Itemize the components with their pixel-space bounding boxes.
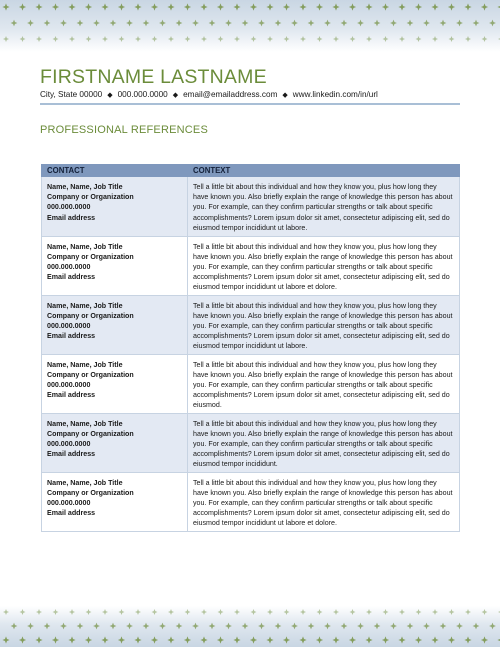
four-point-star-icon <box>250 3 257 10</box>
four-point-star-icon <box>481 636 488 643</box>
four-point-star-icon <box>27 623 34 630</box>
four-point-star-icon <box>176 20 183 27</box>
table-row <box>42 472 460 531</box>
four-point-star-icon <box>357 623 364 630</box>
four-point-star-icon <box>218 609 224 615</box>
email-text: email@emailaddress.com <box>183 90 278 99</box>
four-point-star-icon <box>19 636 26 643</box>
four-point-star-icon <box>382 636 389 643</box>
four-point-star-icon <box>118 3 125 10</box>
diamond-separator-icon: ◆ <box>107 92 113 99</box>
four-point-star-icon <box>374 623 381 630</box>
reference-company: Company or Organization <box>47 311 134 320</box>
four-point-star-icon <box>299 3 306 10</box>
four-point-star-icon <box>341 623 348 630</box>
four-point-star-icon <box>299 636 306 643</box>
four-point-star-icon <box>383 36 389 42</box>
four-point-star-icon <box>159 20 166 27</box>
four-point-star-icon <box>399 36 405 42</box>
four-point-star-icon <box>118 636 125 643</box>
four-point-star-icon <box>134 3 141 10</box>
reference-email: Email address <box>47 509 96 518</box>
four-point-star-icon <box>332 3 339 10</box>
reference-email: Email address <box>47 213 96 222</box>
four-point-star-icon <box>324 623 331 630</box>
reference-name: Name, Name, Job Title <box>47 242 123 251</box>
four-point-star-icon <box>416 609 422 615</box>
four-point-star-icon <box>464 3 471 10</box>
four-point-star-icon <box>110 20 117 27</box>
four-point-star-icon <box>36 609 42 615</box>
four-point-star-icon <box>168 36 174 42</box>
four-point-star-icon <box>93 20 100 27</box>
column-header-contact: CONTACT <box>42 164 188 177</box>
table-header-row <box>42 164 460 177</box>
four-point-star-icon <box>473 623 480 630</box>
four-point-star-icon <box>449 36 455 42</box>
four-point-star-icon <box>308 20 315 27</box>
four-point-star-icon <box>465 36 471 42</box>
contact-cell <box>42 472 188 531</box>
reference-name: Name, Name, Job Title <box>47 360 123 369</box>
table-row <box>42 354 460 413</box>
four-point-star-icon <box>275 623 282 630</box>
four-point-star-icon <box>482 36 488 42</box>
four-point-star-icon <box>176 623 183 630</box>
table-row <box>42 413 460 472</box>
four-point-star-icon <box>242 20 249 27</box>
four-point-star-icon <box>185 609 191 615</box>
four-point-star-icon <box>349 3 356 10</box>
four-point-star-icon <box>432 609 438 615</box>
four-point-star-icon <box>251 36 257 42</box>
reference-name: Name, Name, Job Title <box>47 183 123 191</box>
four-point-star-icon <box>3 36 9 42</box>
four-point-star-icon <box>200 636 207 643</box>
contact-cell <box>42 413 188 472</box>
four-point-star-icon <box>267 36 273 42</box>
four-point-star-icon <box>465 609 471 615</box>
four-point-star-icon <box>473 20 480 27</box>
four-point-star-icon <box>316 636 323 643</box>
four-point-star-icon <box>283 3 290 10</box>
four-point-star-icon <box>366 36 372 42</box>
four-point-star-icon <box>44 20 51 27</box>
four-point-star-icon <box>316 3 323 10</box>
four-point-star-icon <box>119 609 125 615</box>
four-point-star-icon <box>341 20 348 27</box>
four-point-star-icon <box>291 20 298 27</box>
four-point-star-icon <box>85 636 92 643</box>
four-point-star-icon <box>36 36 42 42</box>
four-point-star-icon <box>68 636 75 643</box>
four-point-star-icon <box>2 3 9 10</box>
four-point-star-icon <box>308 623 315 630</box>
four-point-star-icon <box>332 636 339 643</box>
contact-cell <box>42 295 188 354</box>
four-point-star-icon <box>69 609 75 615</box>
four-point-star-icon <box>159 623 166 630</box>
four-point-star-icon <box>449 609 455 615</box>
four-point-star-icon <box>126 623 133 630</box>
four-point-star-icon <box>416 36 422 42</box>
four-point-star-icon <box>374 20 381 27</box>
four-point-star-icon <box>52 636 59 643</box>
context-cell: Tell a little bit about this individual and how they know you, plus how long they have known you. Also briefly explain the range of knowledge this person has about you. For example, can they confirm particular strengths or talk about specific accomplishments? Lorem ipsum dolor sit amet, consectetur adipiscing elit, sed do eiusmod tempor incididunt ut labore et dolore. <box>188 236 460 295</box>
four-point-star-icon <box>258 623 265 630</box>
reference-company: Company or Organization <box>47 252 134 261</box>
four-point-star-icon <box>152 36 158 42</box>
four-point-star-icon <box>135 609 141 615</box>
four-point-star-icon <box>481 3 488 10</box>
four-point-star-icon <box>200 3 207 10</box>
four-point-star-icon <box>407 623 414 630</box>
four-point-star-icon <box>167 636 174 643</box>
four-point-star-icon <box>218 36 224 42</box>
four-point-star-icon <box>357 20 364 27</box>
four-point-star-icon <box>333 609 339 615</box>
four-point-star-icon <box>60 623 67 630</box>
four-point-star-icon <box>209 623 216 630</box>
four-point-star-icon <box>291 623 298 630</box>
four-point-star-icon <box>250 636 257 643</box>
reference-phone: 000.000.0000 <box>47 439 91 448</box>
four-point-star-icon <box>102 36 108 42</box>
four-point-star-icon <box>456 20 463 27</box>
reference-company: Company or Organization <box>47 488 134 497</box>
phone-text: 000.000.0000 <box>117 90 168 99</box>
four-point-star-icon <box>93 623 100 630</box>
four-point-star-icon <box>53 609 59 615</box>
four-point-star-icon <box>407 20 414 27</box>
diamond-separator-icon: ◆ <box>172 92 179 99</box>
four-point-star-icon <box>398 636 405 643</box>
four-point-star-icon <box>151 3 158 10</box>
four-point-star-icon <box>20 609 26 615</box>
diamond-separator-icon: ◆ <box>282 92 288 99</box>
four-point-star-icon <box>300 36 306 42</box>
four-point-star-icon <box>350 36 356 42</box>
four-point-star-icon <box>101 636 108 643</box>
reference-email: Email address <box>47 332 96 341</box>
four-point-star-icon <box>85 3 92 10</box>
section-title: PROFESSIONAL REFERENCES <box>40 124 209 136</box>
four-point-star-icon <box>225 623 232 630</box>
four-point-star-icon <box>225 20 232 27</box>
four-point-star-icon <box>143 20 150 27</box>
four-point-star-icon <box>77 623 84 630</box>
reference-company: Company or Organization <box>47 370 134 379</box>
four-point-star-icon <box>60 20 67 27</box>
four-point-star-icon <box>399 609 405 615</box>
four-point-star-icon <box>11 623 18 630</box>
four-point-star-icon <box>283 636 290 643</box>
four-point-star-icon <box>217 636 224 643</box>
four-point-star-icon <box>284 609 290 615</box>
reference-phone: 000.000.0000 <box>47 380 91 389</box>
reference-phone: 000.000.0000 <box>47 498 91 507</box>
four-point-star-icon <box>192 20 199 27</box>
four-point-star-icon <box>365 636 372 643</box>
four-point-star-icon <box>300 609 306 615</box>
four-point-star-icon <box>167 3 174 10</box>
contact-line <box>40 90 378 99</box>
four-point-star-icon <box>489 20 496 27</box>
four-point-star-icon <box>184 636 191 643</box>
bottom-star-pattern <box>0 606 500 647</box>
four-point-star-icon <box>233 3 240 10</box>
four-point-star-icon <box>431 636 438 643</box>
four-point-star-icon <box>233 636 240 643</box>
four-point-star-icon <box>423 20 430 27</box>
four-point-star-icon <box>383 609 389 615</box>
four-point-star-icon <box>440 623 447 630</box>
header-divider <box>40 103 460 105</box>
bottom-pattern-band <box>0 606 500 647</box>
table-row <box>42 236 460 295</box>
context-cell: Tell a little bit about this individual and how they know you, plus how long they have known you. Also briefly explain the range of knowledge this person has about you. For example, can they confirm particular strengths or talk about specific accomplishments? Lorem ipsum dolor sit amet, consectetur adipiscing elit, sed do eiusmod tempor incididunt. <box>188 413 460 472</box>
column-header-context: CONTEXT <box>188 164 460 177</box>
four-point-star-icon <box>119 36 125 42</box>
four-point-star-icon <box>27 20 34 27</box>
references-table <box>41 164 460 532</box>
four-point-star-icon <box>267 609 273 615</box>
four-point-star-icon <box>102 609 108 615</box>
four-point-star-icon <box>184 3 191 10</box>
four-point-star-icon <box>349 636 356 643</box>
context-cell: Tell a little bit about this individual and how they know you, plus how long they have known you. Also briefly explain the range of knowledge this person has about you. For example, can they confirm particular strengths or talk about specific accomplishments? Lorem ipsum dolor sit amet, consectetur adipiscing elit, sed do eiusmod tempor incididunt ut labore. <box>188 177 460 236</box>
four-point-star-icon <box>3 609 9 615</box>
contact-cell <box>42 354 188 413</box>
reference-email: Email address <box>47 273 96 282</box>
four-point-star-icon <box>448 3 455 10</box>
reference-phone: 000.000.0000 <box>47 321 91 330</box>
four-point-star-icon <box>317 36 323 42</box>
four-point-star-icon <box>19 3 26 10</box>
linkedin-text: www.linkedin.com/in/url <box>292 90 378 99</box>
reference-company: Company or Organization <box>47 429 134 438</box>
reference-company: Company or Organization <box>47 193 134 202</box>
four-point-star-icon <box>52 3 59 10</box>
location-text: City, State 00000 <box>40 90 103 99</box>
four-point-star-icon <box>440 20 447 27</box>
four-point-star-icon <box>390 20 397 27</box>
four-point-star-icon <box>456 623 463 630</box>
contact-cell <box>42 236 188 295</box>
four-point-star-icon <box>134 636 141 643</box>
table-row <box>42 295 460 354</box>
four-point-star-icon <box>482 609 488 615</box>
four-point-star-icon <box>432 36 438 42</box>
reference-phone: 000.000.0000 <box>47 262 91 271</box>
reference-name: Name, Name, Job Title <box>47 419 123 428</box>
four-point-star-icon <box>324 20 331 27</box>
context-cell: Tell a little bit about this individual and how they know you, plus how long they have known you. Also briefly explain the range of knowledge this person has about you. For example, can they confirm particular strengths or talk about specific accomplishments? Lorem ipsum dolor sit amet, consectetur adipiscing elit, sed do eiusmod. <box>188 354 460 413</box>
four-point-star-icon <box>258 20 265 27</box>
four-point-star-icon <box>69 36 75 42</box>
four-point-star-icon <box>266 636 273 643</box>
four-point-star-icon <box>151 636 158 643</box>
four-point-star-icon <box>209 20 216 27</box>
four-point-star-icon <box>390 623 397 630</box>
reference-name: Name, Name, Job Title <box>47 478 123 487</box>
reference-name: Name, Name, Job Title <box>47 301 123 310</box>
four-point-star-icon <box>333 36 339 42</box>
four-point-star-icon <box>135 36 141 42</box>
four-point-star-icon <box>317 609 323 615</box>
four-point-star-icon <box>20 36 26 42</box>
four-point-star-icon <box>168 609 174 615</box>
four-point-star-icon <box>431 3 438 10</box>
reference-email: Email address <box>47 391 96 400</box>
four-point-star-icon <box>415 3 422 10</box>
four-point-star-icon <box>11 20 18 27</box>
four-point-star-icon <box>234 36 240 42</box>
four-point-star-icon <box>423 623 430 630</box>
four-point-star-icon <box>275 20 282 27</box>
four-point-star-icon <box>350 609 356 615</box>
reference-email: Email address <box>47 450 96 459</box>
four-point-star-icon <box>266 3 273 10</box>
four-point-star-icon <box>415 636 422 643</box>
four-point-star-icon <box>35 3 42 10</box>
applicant-name: FIRSTNAME LASTNAME <box>40 66 267 88</box>
four-point-star-icon <box>185 36 191 42</box>
four-point-star-icon <box>448 636 455 643</box>
four-point-star-icon <box>192 623 199 630</box>
four-point-star-icon <box>101 3 108 10</box>
four-point-star-icon <box>2 636 9 643</box>
context-cell: Tell a little bit about this individual and how they know you, plus how long they have known you. Also briefly explain the range of knowledge this person has about you. For example, can they confirm particular strengths or talk about specific accomplishments? Lorem ipsum dolor sit amet, consectetur adipiscing elit, sed do eiusmod tempor incididunt ut labore et dolore. <box>188 472 460 531</box>
four-point-star-icon <box>53 36 59 42</box>
four-point-star-icon <box>217 3 224 10</box>
four-point-star-icon <box>242 623 249 630</box>
four-point-star-icon <box>35 636 42 643</box>
reference-phone: 000.000.0000 <box>47 203 91 212</box>
four-point-star-icon <box>398 3 405 10</box>
four-point-star-icon <box>86 36 92 42</box>
four-point-star-icon <box>201 609 207 615</box>
four-point-star-icon <box>143 623 150 630</box>
four-point-star-icon <box>489 623 496 630</box>
four-point-star-icon <box>234 609 240 615</box>
four-point-star-icon <box>366 609 372 615</box>
four-point-star-icon <box>110 623 117 630</box>
four-point-star-icon <box>464 636 471 643</box>
four-point-star-icon <box>152 609 158 615</box>
contact-cell <box>42 177 188 236</box>
four-point-star-icon <box>251 609 257 615</box>
four-point-star-icon <box>284 36 290 42</box>
four-point-star-icon <box>86 609 92 615</box>
four-point-star-icon <box>201 36 207 42</box>
table-row <box>42 177 460 236</box>
four-point-star-icon <box>68 3 75 10</box>
four-point-star-icon <box>126 20 133 27</box>
four-point-star-icon <box>382 3 389 10</box>
top-pattern-band <box>0 0 500 52</box>
four-point-star-icon <box>77 20 84 27</box>
context-cell: Tell a little bit about this individual and how they know you, plus how long they have known you. Also briefly explain the range of knowledge this person has about you. For example, can they confirm particular strengths or talk about specific accomplishments? Lorem ipsum dolor sit amet, consectetur adipiscing elit, sed do eiusmod tempor incididunt ut labore. <box>188 295 460 354</box>
four-point-star-icon <box>365 3 372 10</box>
top-star-pattern <box>0 0 500 52</box>
four-point-star-icon <box>44 623 51 630</box>
